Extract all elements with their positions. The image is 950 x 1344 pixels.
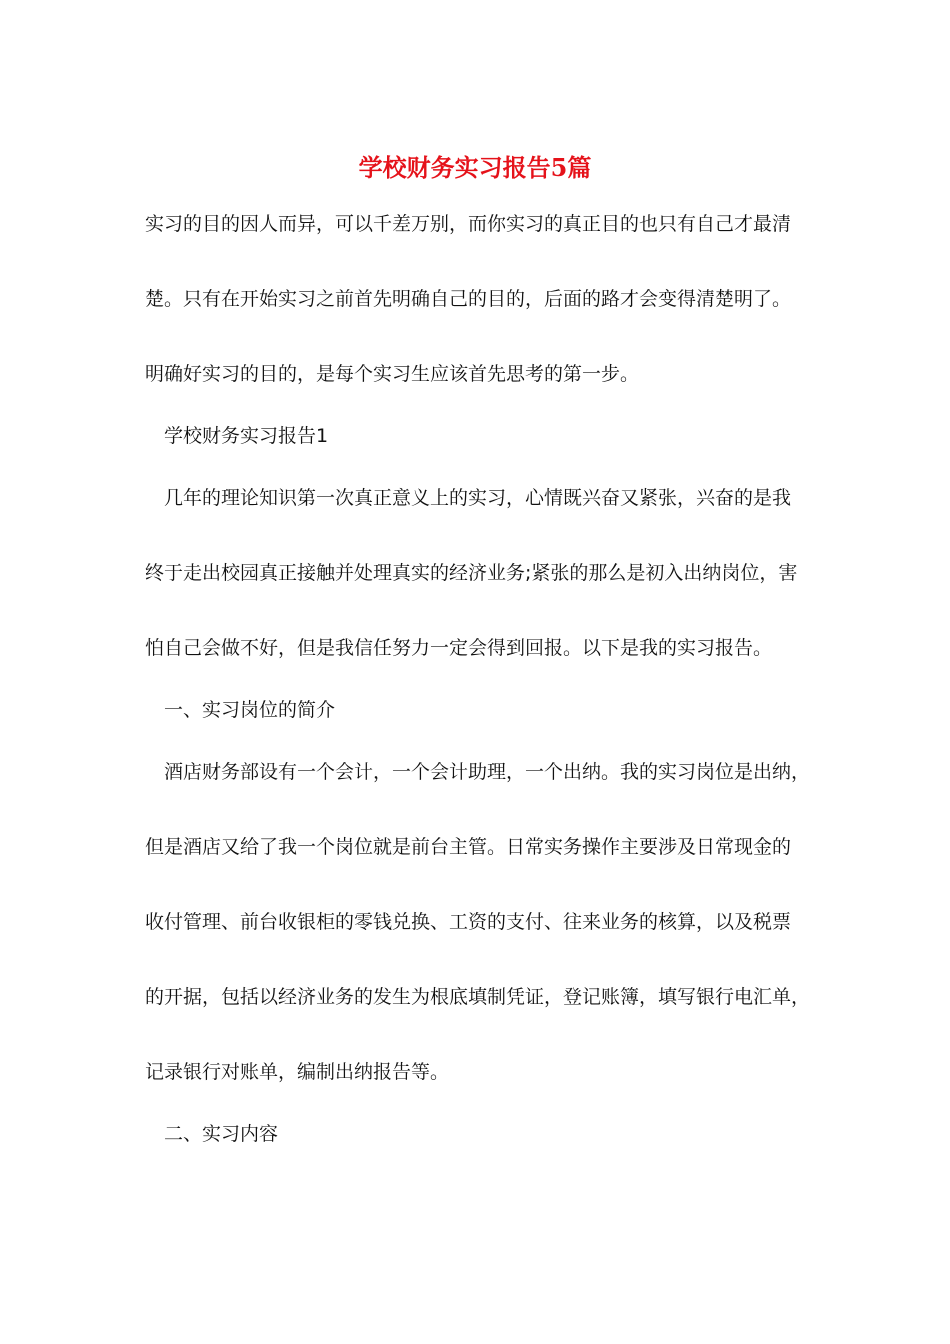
section-heading-report-1: 学校财务实习报告1 xyxy=(164,425,329,447)
paragraph-line-11: 收付管理、前台收银柜的零钱兑换、工资的支付、往来业务的核算，以及税票 xyxy=(145,911,792,933)
paragraph-line-10: 但是酒店又给了我一个岗位就是前台主管。日常实务操作主要涉及日常现金的 xyxy=(145,836,792,858)
paragraph-line-1: 实习的目的因人而异，可以千差万别，而你实习的真正目的也只有自己才最清 xyxy=(145,213,792,235)
paragraph-line-12: 的开据，包括以经济业务的发生为根底填制凭证，登记账簿，填写银行电汇单， xyxy=(145,986,811,1008)
paragraph-line-9: 酒店财务部设有一个会计，一个会计助理，一个出纳。我的实习岗位是出纳， xyxy=(164,761,811,783)
document-title: 学校财务实习报告5篇 xyxy=(358,153,592,182)
paragraph-line-2: 楚。只有在开始实习之前首先明确自己的目的，后面的路才会变得清楚明了。 xyxy=(145,288,792,310)
paragraph-line-6: 终于走出校园真正接触并处理真实的经济业务;紧张的那么是初入出纳岗位，害 xyxy=(145,562,798,584)
paragraph-line-3: 明确好实习的目的，是每个实习生应该首先思考的第一步。 xyxy=(145,363,640,385)
paragraph-line-13: 记录银行对账单，编制出纳报告等。 xyxy=(145,1061,450,1083)
section-heading-2: 二、实习内容 xyxy=(164,1123,279,1145)
section-heading-1: 一、实习岗位的简介 xyxy=(164,699,336,721)
paragraph-line-7: 怕自己会做不好，但是我信任努力一定会得到回报。以下是我的实习报告。 xyxy=(145,637,773,659)
paragraph-line-5: 几年的理论知识第一次真正意义上的实习，心情既兴奋又紧张，兴奋的是我 xyxy=(164,487,792,509)
